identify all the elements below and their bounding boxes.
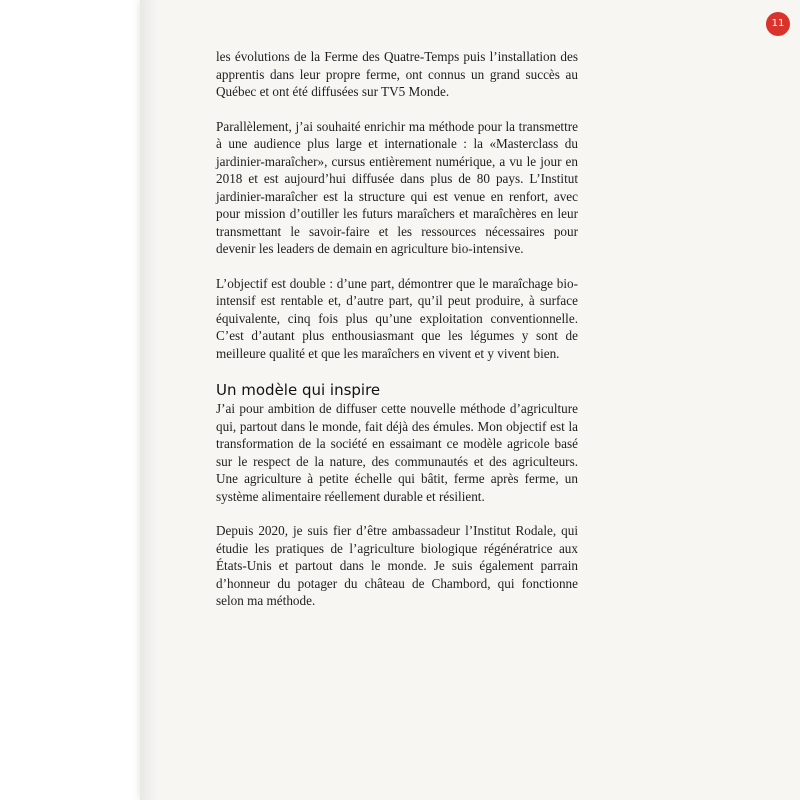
section-heading: Un modèle qui inspire (216, 381, 381, 399)
paragraph-masterclass: Parallèlement, j’ai souhaité enrichir ma méthode pour la transmettre à une audience plus large et internationale : la «Masterclass du jardinier-maraîcher», cursus entièrement numérique, a vu le jour en 2018 et est aujourd’hui diffusée dans plus de 80 pays. L’Institut jardinier-maraîcher est la structure qui est venue en renfort, avec pour mission d’outiller les futurs maraîchers et maraîchères en leur transmettant le savoir-faire et les ressources nécessaires pour devenir les leaders de demain en agriculture bio-intensive. (216, 118, 578, 256)
page-number-badge: 11 (766, 12, 790, 36)
paragraph-objectif: L’objectif est double : d’une part, démontrer que le maraîchage bio-intensif est rentable et, d’autre part, qu’il peut produire, à surface équivalente, cinq fois plus qu’une exploitation conventionnelle. C’est d’autant plus enthousiasmant que les légumes y sont de meilleure qualité et que les maraîchers en vivent et y vivent bien. (216, 275, 578, 361)
paragraph-ambition: J’ai pour ambition de diffuser cette nouvelle méthode d’agriculture qui, partout dans le monde, fait déjà des émules. Mon objectif est la transformation de la société en essaimant ce modèle agricole basé sur le respect de la nature, des communautés et des agriculteurs. Une agriculture à petite échelle qui bâtit, ferme après ferme, un système alimentaire réellement durable et résilient. (216, 401, 578, 504)
page-gutter-shadow (140, 0, 158, 800)
paragraph-rodale: Depuis 2020, je suis fier d’être ambassadeur l’Institut Rodale, qui étudie les pratiques de l’agriculture biologique régénératrice aux États-Unis et partout dans le monde. Je suis également parrain d’honneur du potager du château de Chambord, qui fonctionne selon ma méthode. (216, 523, 578, 608)
text-column (216, 48, 578, 627)
paragraph-tv5: les évolutions de la Ferme des Quatre-Temps puis l’installation des apprentis dans leur propre ferme, ont connus un grand succès au Québec et ont été diffusées sur TV5 Monde. (216, 49, 578, 99)
